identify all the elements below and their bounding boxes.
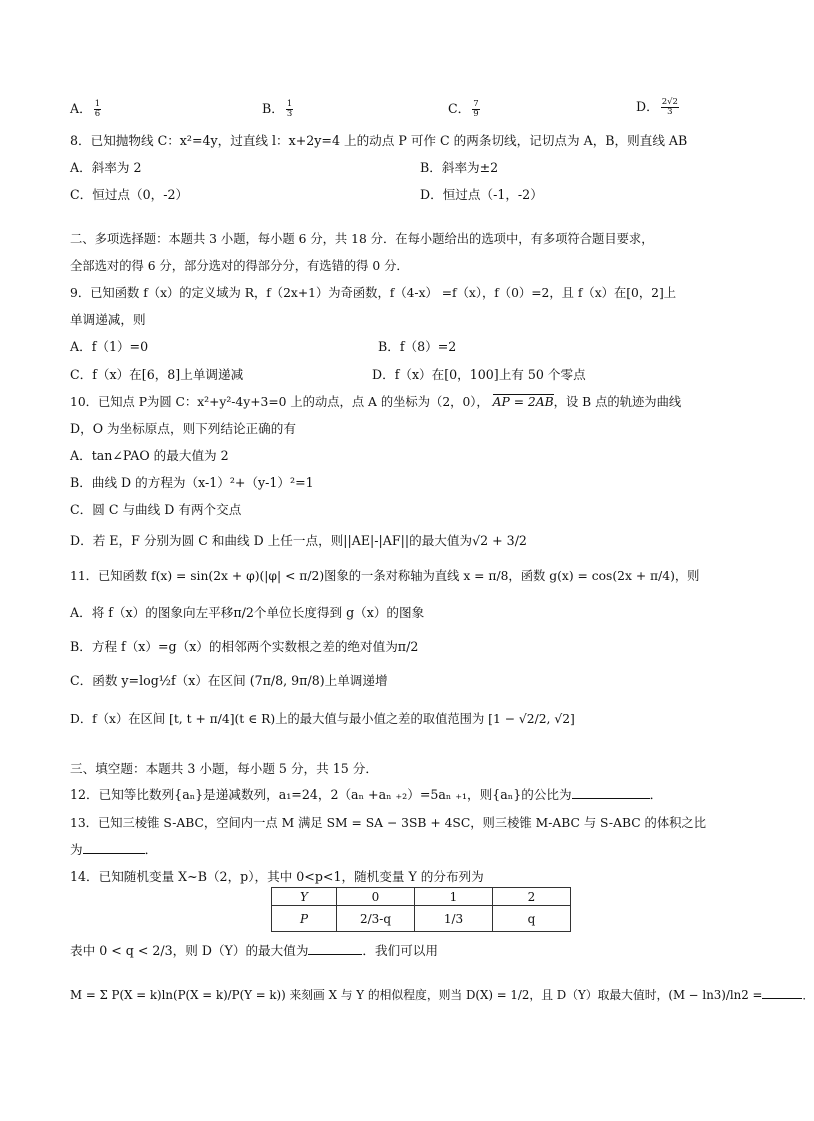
table-row [272,888,571,906]
q10-option-d: D．若 E，F 分别为圆 C 和曲线 D 上任一点，则||AE|-|AF||的最大值为√2 + 3/2 [70,533,527,548]
q7-option-c: C． $\frac{7}{9}$ [448,99,479,119]
q9-option-c: C．f（x）在[6，8]上单调递减 [70,367,244,382]
q7-option-a: A． $\frac{1}{6}$ [70,99,101,119]
q8-option-d: D．恒过点（-1，-2） [420,187,543,202]
table-cell: 0 [337,888,415,906]
table-cell: 2/3-q [337,906,415,932]
table-cell: 2 [493,888,571,906]
q9-option-a: A．f（1）=0 [70,339,149,354]
table-cell: q [493,906,571,932]
q14-line2: 表中 0 < q < 2/3，则 D（Y）的最大值为 ．我们可以用 [70,943,438,958]
q10-option-b: B．曲线 D 的方程为（x-1）²+（y-1）²=1 [70,475,314,490]
q10-stem-cont: D，O 为坐标原点，则下列结论正确的有 [70,421,296,436]
section2-heading: 二、多项选择题：本题共 3 小题，每小题 6 分，共 18 分．在每小题给出的选项中，有多项符合题目要求， [70,232,654,246]
q13-stem-cont: 为 ． [70,842,158,857]
q11-stem: 11．已知函数 f(x) = sin(2x + φ)(|φ| < π/2)图象的一条对称轴为直线 x = π/8，函数 g(x) = cos(2x + π/4)，则 [70,569,700,583]
section2-heading-cont: 全部选对的得 6 分，部分选对的得部分分，有选错的得 0 分． [70,259,409,273]
q9-stem: 9．已知函数 f（x）的定义域为 R，f（2x+1）为奇函数，f（4-x） =f（x），f（0）=2，且 f（x）在[0，2]上 [70,286,677,300]
q11-option-b: B．方程 f（x）=g（x）的相邻两个实数根之差的绝对值为π/2 [70,639,419,654]
answer-blank[interactable] [83,841,145,854]
q14-stem: 14．已知随机变量 X~B（2，p），其中 0<p<1，随机变量 Y 的分布列为 [70,869,484,884]
distribution-table [271,887,571,932]
q13-stem: 13．已知三棱锥 S-ABC，空间内一点 M 满足 SM = SA − 3SB + 4SC，则三棱锥 M-ABC 与 S-ABC 的体积之比 [70,816,707,830]
q10-option-a: A．tan∠PAO 的最大值为 2 [70,448,229,463]
q12-stem: 12．已知等比数列{aₙ}是递减数列，a₁=24，2（aₙ +aₙ ₊₂）=5aₙ ₊₁，则{aₙ}的公比为 ． [70,787,663,802]
q10-option-c: C．圆 C 与曲线 D 有两个交点 [70,502,242,517]
answer-blank[interactable] [308,942,362,955]
section3-heading: 三、填空题：本题共 3 小题，每小题 5 分，共 15 分． [70,761,378,776]
q8-stem: 8．已知抛物线 C：x²=4y，过直线 l：x+2y=4 上的动点 P 可作 C 的两条切线，记切点为 A，B，则直线 AB [70,133,688,148]
table-cell: P [272,906,337,932]
vector-equation: AP = 2AB [492,395,554,409]
q14-line3: M = Σ P(X = k)ln(P(X = k)/P(Y = k)) 来刻画 X 与 Y 的相似程度，则当 D(X) = 1/2，且 D（Y）取最大值时，(M − ln3)/ln2 = ． [70,988,814,1002]
q7-option-d: D． $\frac{2√2}{3}$ [636,97,678,117]
q9-option-d: D．f（x）在[0，100]上有 50 个零点 [372,367,586,382]
table-cell: 1 [415,888,493,906]
table-row [272,906,571,932]
answer-blank[interactable] [572,786,650,799]
q8-option-b: B．斜率为±2 [420,160,499,175]
answer-blank[interactable] [762,986,802,999]
q7-option-b: B． $\frac{1}{3}$ [262,99,293,119]
q9-option-b: B．f（8）=2 [378,339,457,354]
q11-option-c: C．函数 y=log½f（x）在区间 (7π/8, 9π/8)上单调递增 [70,673,388,688]
q8-option-a: A．斜率为 2 [70,160,142,175]
q9-stem-cont: 单调递减，则 [70,312,146,327]
table-cell: Y [272,888,337,906]
table-cell: 1/3 [415,906,493,932]
q11-option-a: A．将 f（x）的图象向左平移π/2个单位长度得到 g（x）的图象 [70,605,425,620]
q10-stem: 10．已知点 P为圆 C：x²+y²-4y+3=0 上的动点，点 A 的坐标为（2，0）， AP = 2AB，设 B 点的轨迹为曲线 [70,395,682,409]
q8-option-c: C．恒过点（0，-2） [70,187,189,202]
q11-option-d: D．f（x）在区间 [t, t + π/4](t ∈ R)上的最大值与最小值之差的取值范围为 [1 − √2/2, √2] [70,712,575,726]
